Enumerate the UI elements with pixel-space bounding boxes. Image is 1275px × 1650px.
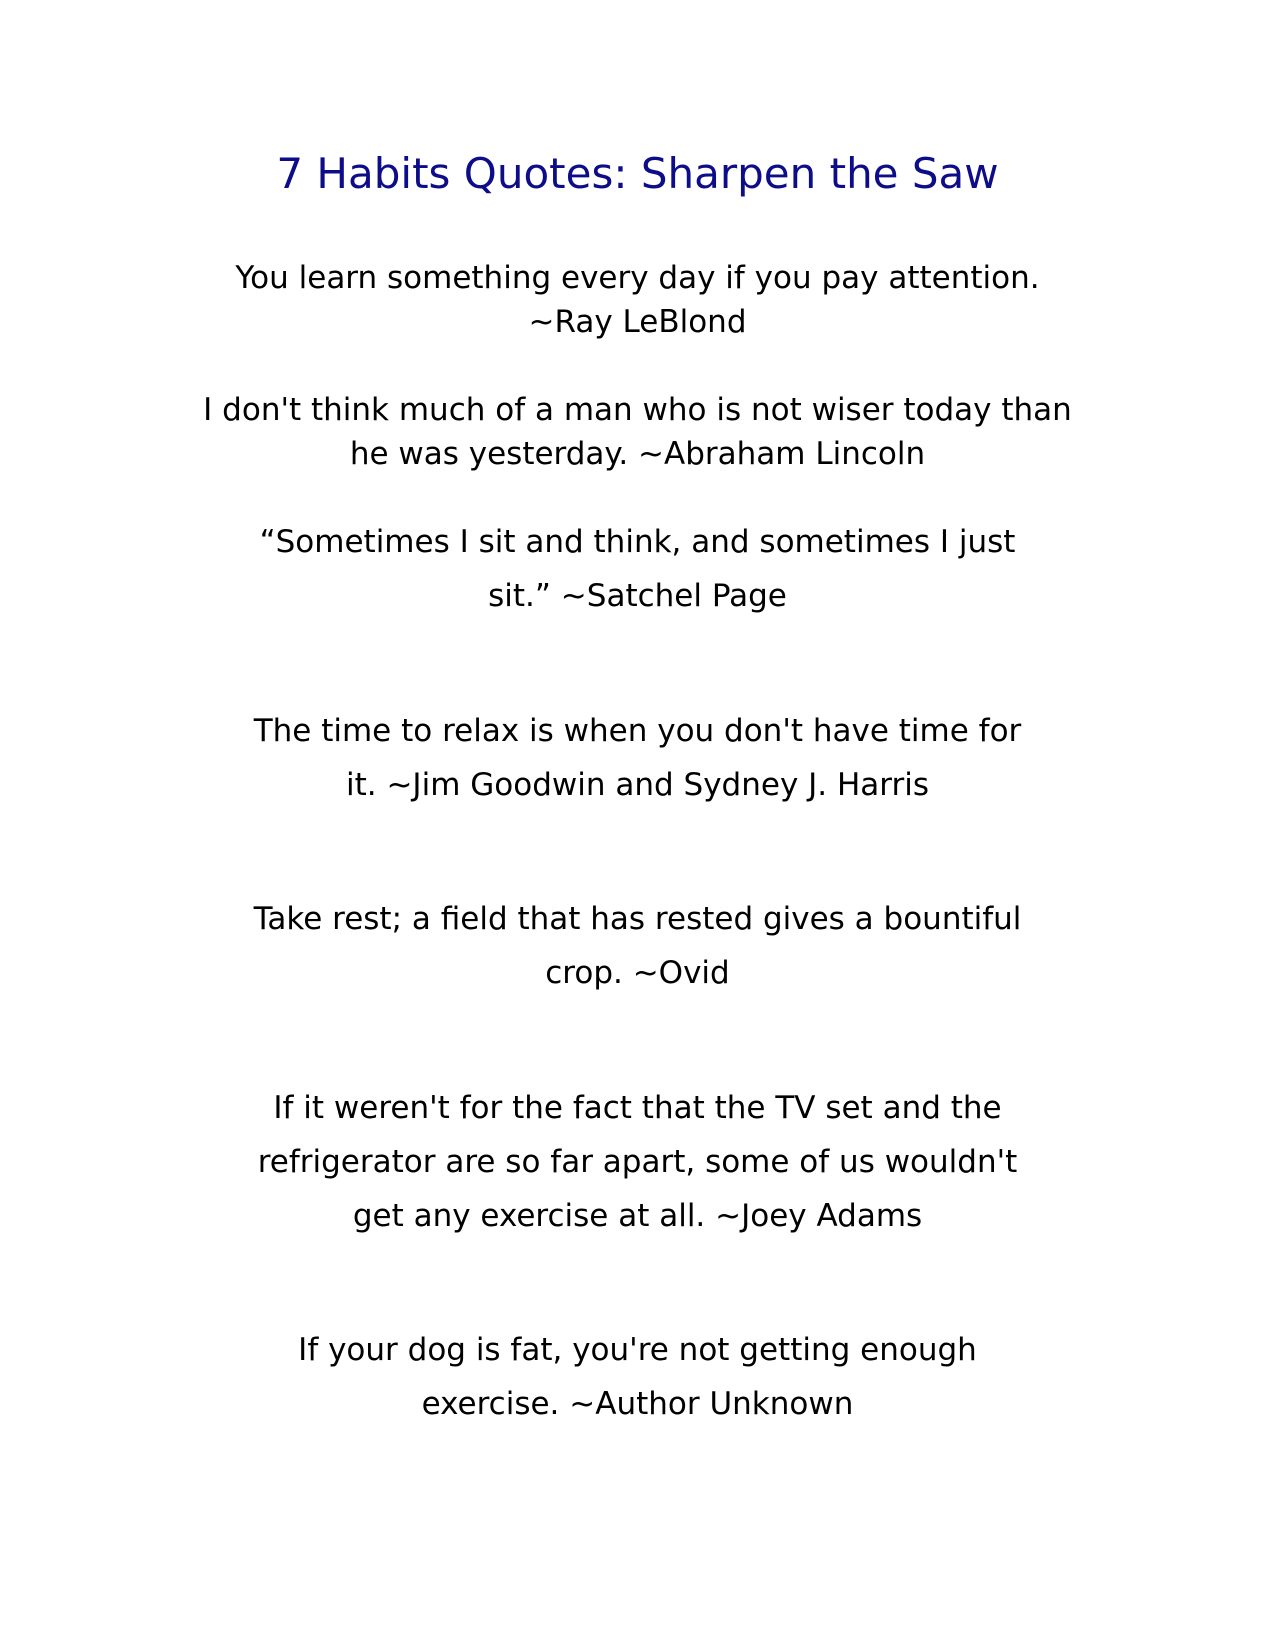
quote-line: it. ~Jim Goodwin and Sydney J. Harris xyxy=(345,767,930,803)
quote-line: The time to relax is when you don't have time for xyxy=(253,713,1022,749)
quote-line: exercise. ~Author Unknown xyxy=(421,1386,854,1422)
quote-line: get any exercise at all. ~Joey Adams xyxy=(352,1198,923,1234)
quote-line: I don't think much of a man who is not wiser today than xyxy=(203,392,1072,428)
quote-attribution: ~Ray LeBlond xyxy=(528,304,747,340)
quote-line: he was yesterday. ~Abraham Lincoln xyxy=(349,436,926,472)
quote-line: sit.” ~Satchel Page xyxy=(488,578,787,614)
quote-3 xyxy=(0,515,1275,623)
quote-line: Take rest; a field that has rested gives a bountiful xyxy=(253,901,1022,937)
page-title: 7 Habits Quotes: Sharpen the Saw xyxy=(276,149,999,198)
quote-line: If your dog is fat, you're not getting enough xyxy=(298,1332,977,1368)
quote-line: “Sometimes I sit and think, and sometimes I just xyxy=(259,524,1016,560)
quote-5 xyxy=(0,892,1275,1000)
quote-line: If it weren't for the fact that the TV set and the xyxy=(273,1090,1002,1126)
quote-2 xyxy=(0,388,1275,476)
quote-7 xyxy=(0,1323,1275,1431)
quote-line: crop. ~Ovid xyxy=(545,955,730,991)
quote-6 xyxy=(0,1081,1275,1243)
quote-line: refrigerator are so far apart, some of us wouldn't xyxy=(257,1144,1018,1180)
quote-1 xyxy=(0,256,1275,344)
quote-4 xyxy=(0,704,1275,812)
quote-line: You learn something every day if you pay attention. xyxy=(235,260,1040,296)
